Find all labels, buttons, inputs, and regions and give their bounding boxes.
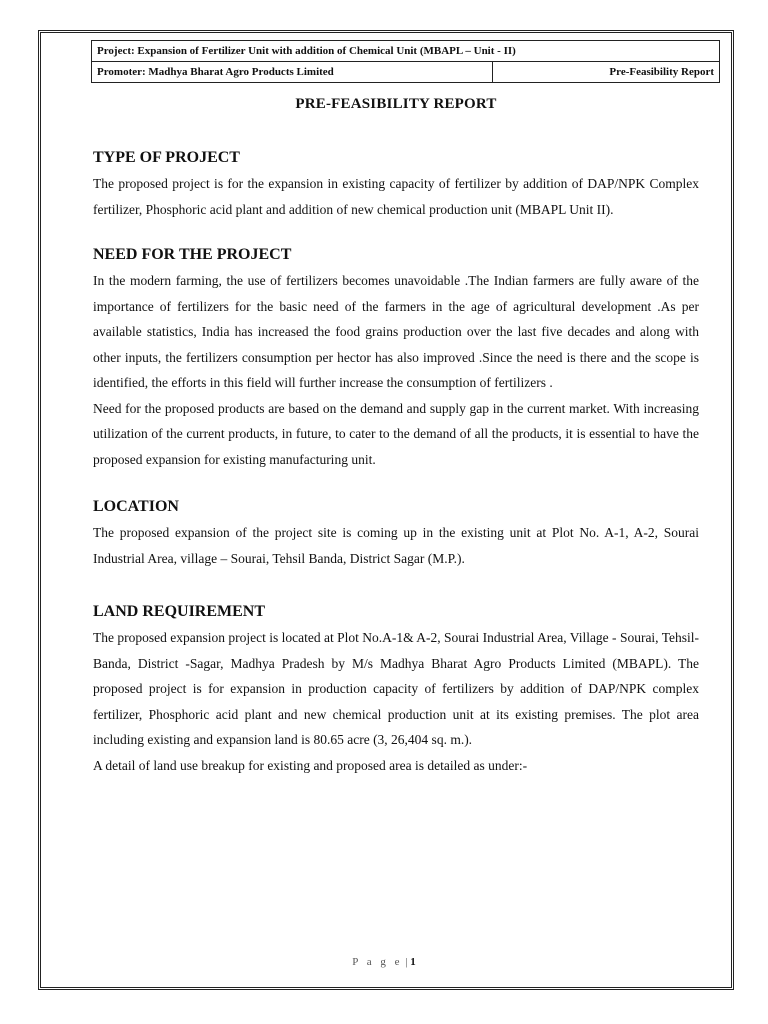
paragraph-need-for-project-1: In the modern farming, the use of fertilizers becomes unavoidable .The Indian farmers are fully aware of the importance of fertilizers for the basic need of the farmers in the age of agricultural development .As per available statistics, India has increased the food grains production over the last five decades and along with other inputs, the fertilizers consumption per hector has also improved .Since the need is there and the scope is identified, the efforts in this field will further increase the consumption of fertilizers . — [93, 273, 699, 390]
project-title: Project: Expansion of Fertilizer Unit with addition of Chemical Unit (MBAPL – Unit - II) — [92, 41, 720, 62]
promoter-name: Promoter: Madhya Bharat Agro Products Limited — [92, 62, 493, 83]
page-number: 1 — [410, 956, 416, 968]
paragraph-type-of-project: The proposed project is for the expansion in existing capacity of fertilizer by addition of DAP/NPK Complex fertilizer, Phosphoric acid plant and addition of new chemical production unit (MBAPL Unit II). — [93, 176, 699, 217]
header-row-promoter — [92, 62, 720, 83]
paragraph-land-requirement-2: A detail of land use breakup for existing and proposed area is detailed as under:- — [93, 757, 528, 773]
section-heading-need-for-project: NEED FOR THE PROJECT — [93, 246, 292, 263]
section-heading-land-requirement: LAND REQUIREMENT — [93, 603, 266, 620]
section-heading-location: LOCATION — [93, 498, 179, 515]
paragraph-location: The proposed expansion of the project site is coming up in the existing unit at Plot No. A-1, A-2, Sourai Industrial Area, village – Sourai, Tehsil Banda, District Sagar (M.P.). — [93, 525, 699, 566]
document-header — [91, 40, 720, 83]
page-label: P a g e — [352, 956, 403, 968]
paragraph-land-requirement-1: The proposed expansion project is located at Plot No.A-1& A-2, Sourai Industrial Area, Village - Sourai, Tehsil- Banda, District -Sagar, Madhya Pradesh by M/s Madhya Bharat Agro Products Limited (MBAPL). The proposed project is for expansion in production capacity of fertilizers by addition of DAP/NPK complex fertilizer, Phosphoric acid plant and new chemical production unit at its existing premises. The plot area including existing and expansion land is 80.65 acre (3, 26,404 sq. m.). — [93, 630, 699, 747]
paragraph-need-for-project-2: Need for the proposed products are based on the demand and supply gap in the current market. With increasing utilization of the current products, in future, to cater to the demand of all the products, it is essential to have the proposed expansion for existing manufacturing unit. — [93, 400, 699, 467]
page-title: PRE-FEASIBILITY REPORT — [295, 96, 497, 112]
section-heading-type-of-project: TYPE OF PROJECT — [93, 149, 240, 166]
page-separator: | — [405, 956, 408, 968]
header-row-project — [92, 41, 720, 62]
report-type: Pre-Feasibility Report — [493, 62, 720, 83]
document-body — [93, 96, 699, 778]
page-footer — [0, 956, 768, 968]
